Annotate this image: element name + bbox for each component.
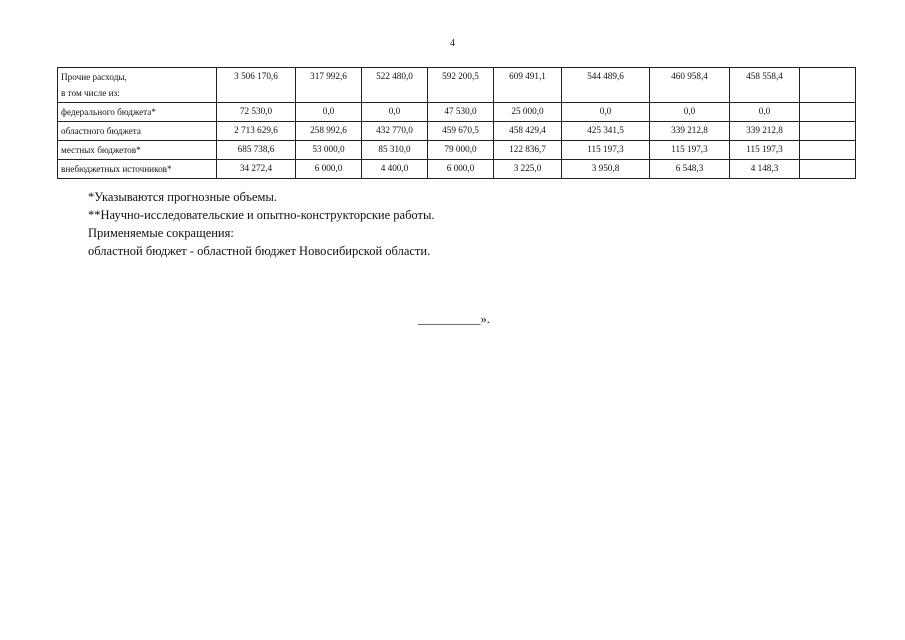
table-cell: 592 200,5 — [428, 68, 494, 103]
table-cell: 459 670,5 — [428, 122, 494, 141]
row-label — [58, 141, 217, 160]
table-cell: 6 548,3 — [650, 160, 730, 179]
table-cell: 72 530,0 — [217, 103, 296, 122]
row-label — [58, 160, 217, 179]
table-cell — [800, 103, 856, 122]
table-cell: 34 272,4 — [217, 160, 296, 179]
table-row — [58, 160, 856, 179]
table-cell: 458 558,4 — [730, 68, 800, 103]
table-body — [58, 68, 856, 179]
row-label-line: внебюджетных источников* — [61, 164, 172, 174]
table-cell: 122 836,7 — [494, 141, 562, 160]
table-cell: 3 506 170,6 — [217, 68, 296, 103]
table-cell: 115 197,3 — [730, 141, 800, 160]
table-cell: 53 000,0 — [296, 141, 362, 160]
footnote-rnd: **Научно-исследовательские и опытно-конструкторские работы. — [88, 208, 435, 222]
row-label — [58, 122, 217, 141]
table-row — [58, 68, 856, 103]
table-cell: 317 992,6 — [296, 68, 362, 103]
table-cell: 685 738,6 — [217, 141, 296, 160]
row-label — [58, 68, 217, 103]
closing-mark: __________». — [418, 312, 490, 326]
table-cell: 4 400,0 — [362, 160, 428, 179]
table-cell: 339 212,8 — [650, 122, 730, 141]
table-cell: 425 341,5 — [562, 122, 650, 141]
table-cell: 460 958,4 — [650, 68, 730, 103]
table-cell: 0,0 — [362, 103, 428, 122]
table-cell: 0,0 — [650, 103, 730, 122]
table-cell: 115 197,3 — [650, 141, 730, 160]
table-cell: 4 148,3 — [730, 160, 800, 179]
row-label — [58, 103, 217, 122]
table-cell: 609 491,1 — [494, 68, 562, 103]
table-cell: 258 992,6 — [296, 122, 362, 141]
table-row — [58, 122, 856, 141]
row-label-line: в том числе из: — [61, 88, 120, 98]
table-cell: 3 950,8 — [562, 160, 650, 179]
table-cell: 47 530,0 — [428, 103, 494, 122]
table-cell: 458 429,4 — [494, 122, 562, 141]
table-cell — [800, 141, 856, 160]
table-cell: 0,0 — [730, 103, 800, 122]
table-cell: 0,0 — [562, 103, 650, 122]
row-label-line: областного бюджета — [61, 126, 141, 136]
table-cell: 544 489,6 — [562, 68, 650, 103]
row-label-line: Прочие расходы, — [61, 72, 127, 82]
footnotes — [88, 188, 435, 260]
table-cell: 0,0 — [296, 103, 362, 122]
table-cell: 6 000,0 — [428, 160, 494, 179]
table-cell: 115 197,3 — [562, 141, 650, 160]
table-cell: 3 225,0 — [494, 160, 562, 179]
budget-table — [57, 67, 856, 179]
table-cell: 6 000,0 — [296, 160, 362, 179]
table-cell: 2 713 629,6 — [217, 122, 296, 141]
table-cell: 79 000,0 — [428, 141, 494, 160]
table-cell: 339 212,8 — [730, 122, 800, 141]
table-cell: 522 480,0 — [362, 68, 428, 103]
abbreviations-heading: Применяемые сокращения: — [88, 226, 234, 240]
table-cell — [800, 160, 856, 179]
row-label-line: федерального бюджета* — [61, 107, 156, 117]
table-cell — [800, 68, 856, 103]
table-row — [58, 141, 856, 160]
table-cell: 85 310,0 — [362, 141, 428, 160]
row-label-line: местных бюджетов* — [61, 145, 141, 155]
abbreviation-regional-budget: областной бюджет - областной бюджет Новосибирской области. — [88, 244, 431, 258]
table-cell: 25 000,0 — [494, 103, 562, 122]
footnote-forecast: *Указываются прогнозные объемы. — [88, 190, 277, 204]
table-row — [58, 103, 856, 122]
table-cell — [800, 122, 856, 141]
page-number: 4 — [450, 38, 455, 49]
table-cell: 432 770,0 — [362, 122, 428, 141]
